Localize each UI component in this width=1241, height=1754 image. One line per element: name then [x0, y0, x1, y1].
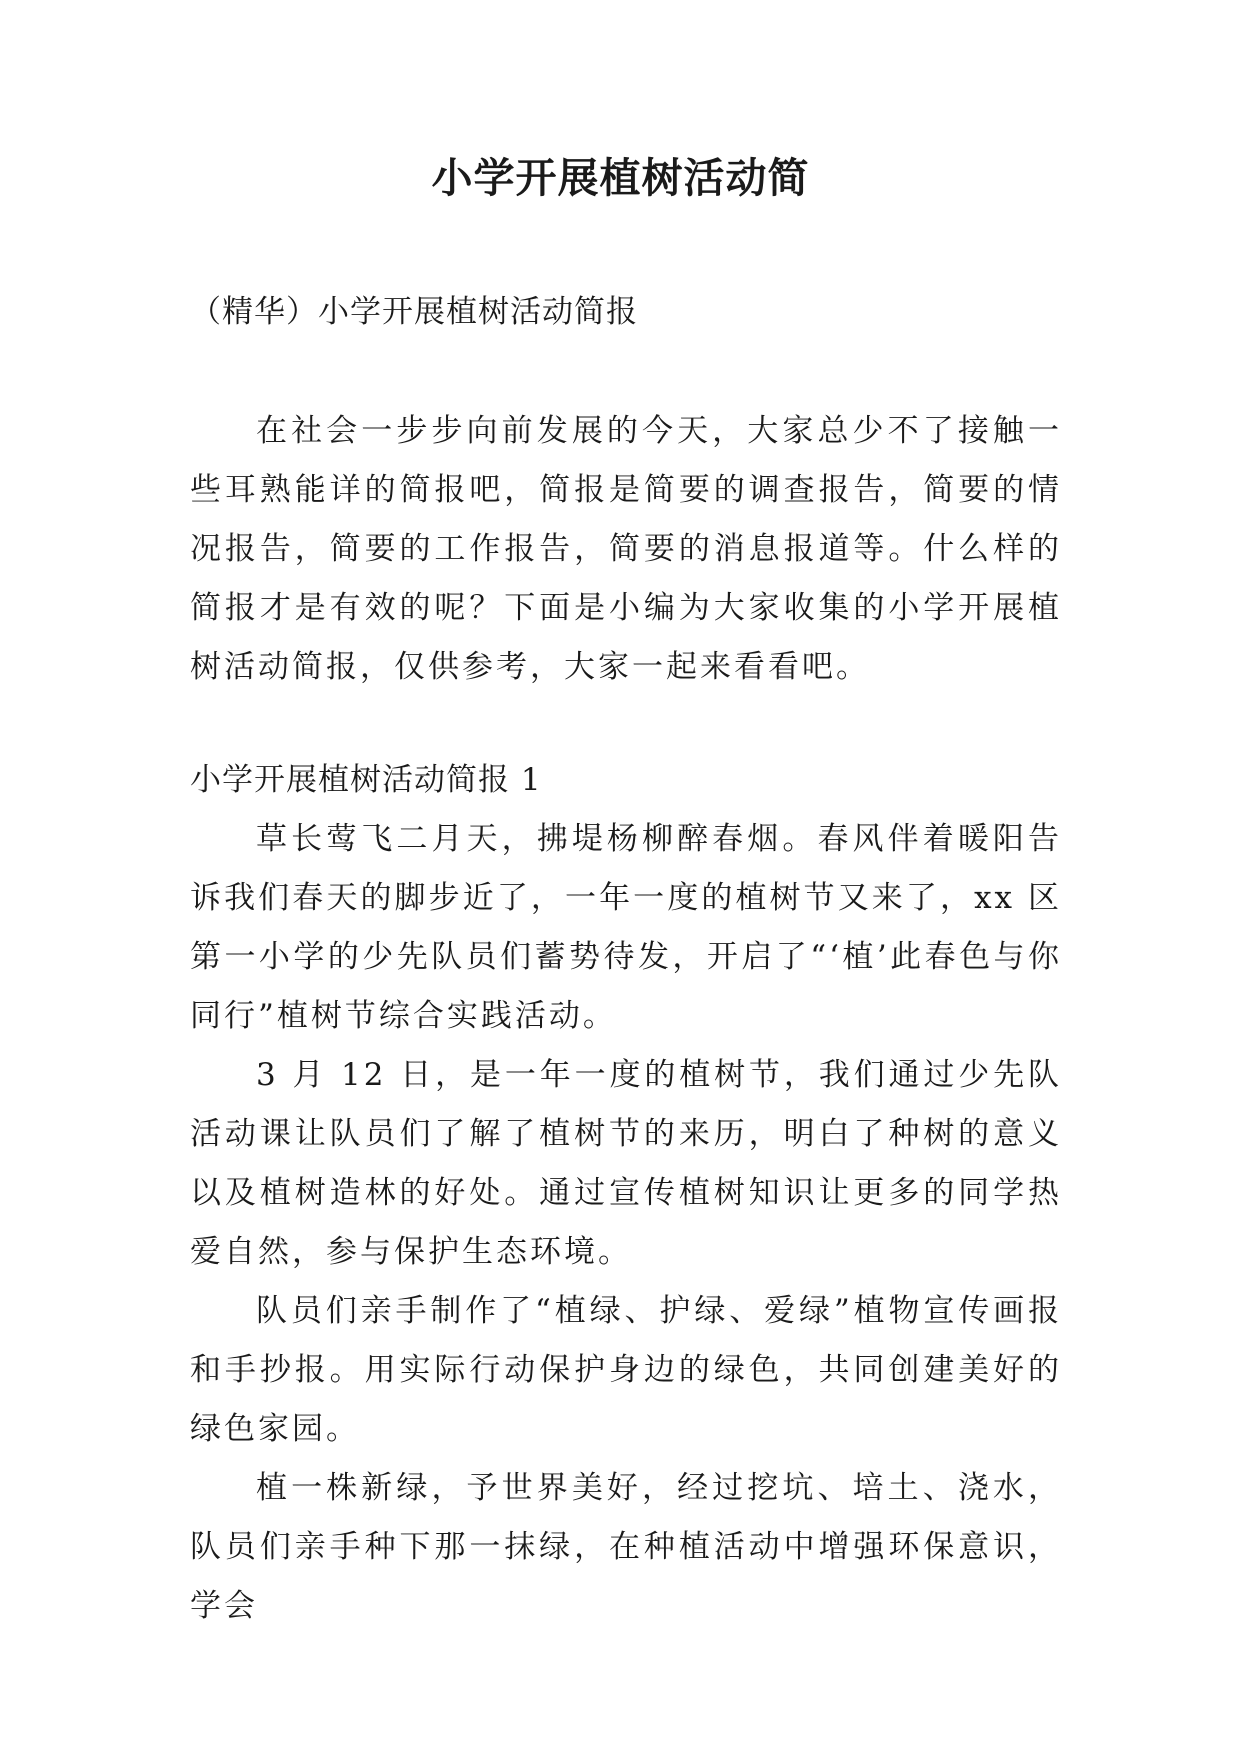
- document-title: 小学开展植树活动简: [431, 154, 810, 202]
- intro-paragraph: 在社会一步步向前发展的今天，大家总少不了接触一些耳熟能详的简报吧，简报是简要的调查报告，简要的情况报告，简要的工作报告，简要的消息报道等。什么样的简报才是有效的呢？下面是小编为大家收集的小学开展植树活动简报，仅供参考，大家一起来看看吧。: [190, 413, 1062, 685]
- section-body: [190, 810, 1062, 1636]
- section-paragraph: 草长莺飞二月天，拂堤杨柳醉春烟。春风伴着暖阳告诉我们春天的脚步近了，一年一度的植树节又来了，xx 区第一小学的少先队员们蓄势待发，开启了“‘植’此春色与你同行”植树节综合实践活动。: [190, 821, 1062, 1034]
- section-paragraph: 3 月 12 日，是一年一度的植树节，我们通过少先队活动课让队员们了解了植树节的来历，明白了种树的意义以及植树造林的好处。通过宣传植树知识让更多的同学热爱自然，参与保护生态环境。: [190, 1057, 1062, 1270]
- document-subtitle: （精华）小学开展植树活动简报: [190, 294, 638, 330]
- section-paragraph: 植一株新绿，予世界美好，经过挖坑、培土、浇水，队员们亲手种下那一抹绿，在种植活动中增强环保意识，学会: [190, 1470, 1062, 1624]
- section-paragraph: 队员们亲手制作了“植绿、护绿、爱绿”植物宣传画报和手抄报。用实际行动保护身边的绿色，共同创建美好的绿色家园。: [190, 1293, 1062, 1447]
- section-heading: 小学开展植树活动简报 1: [190, 762, 542, 798]
